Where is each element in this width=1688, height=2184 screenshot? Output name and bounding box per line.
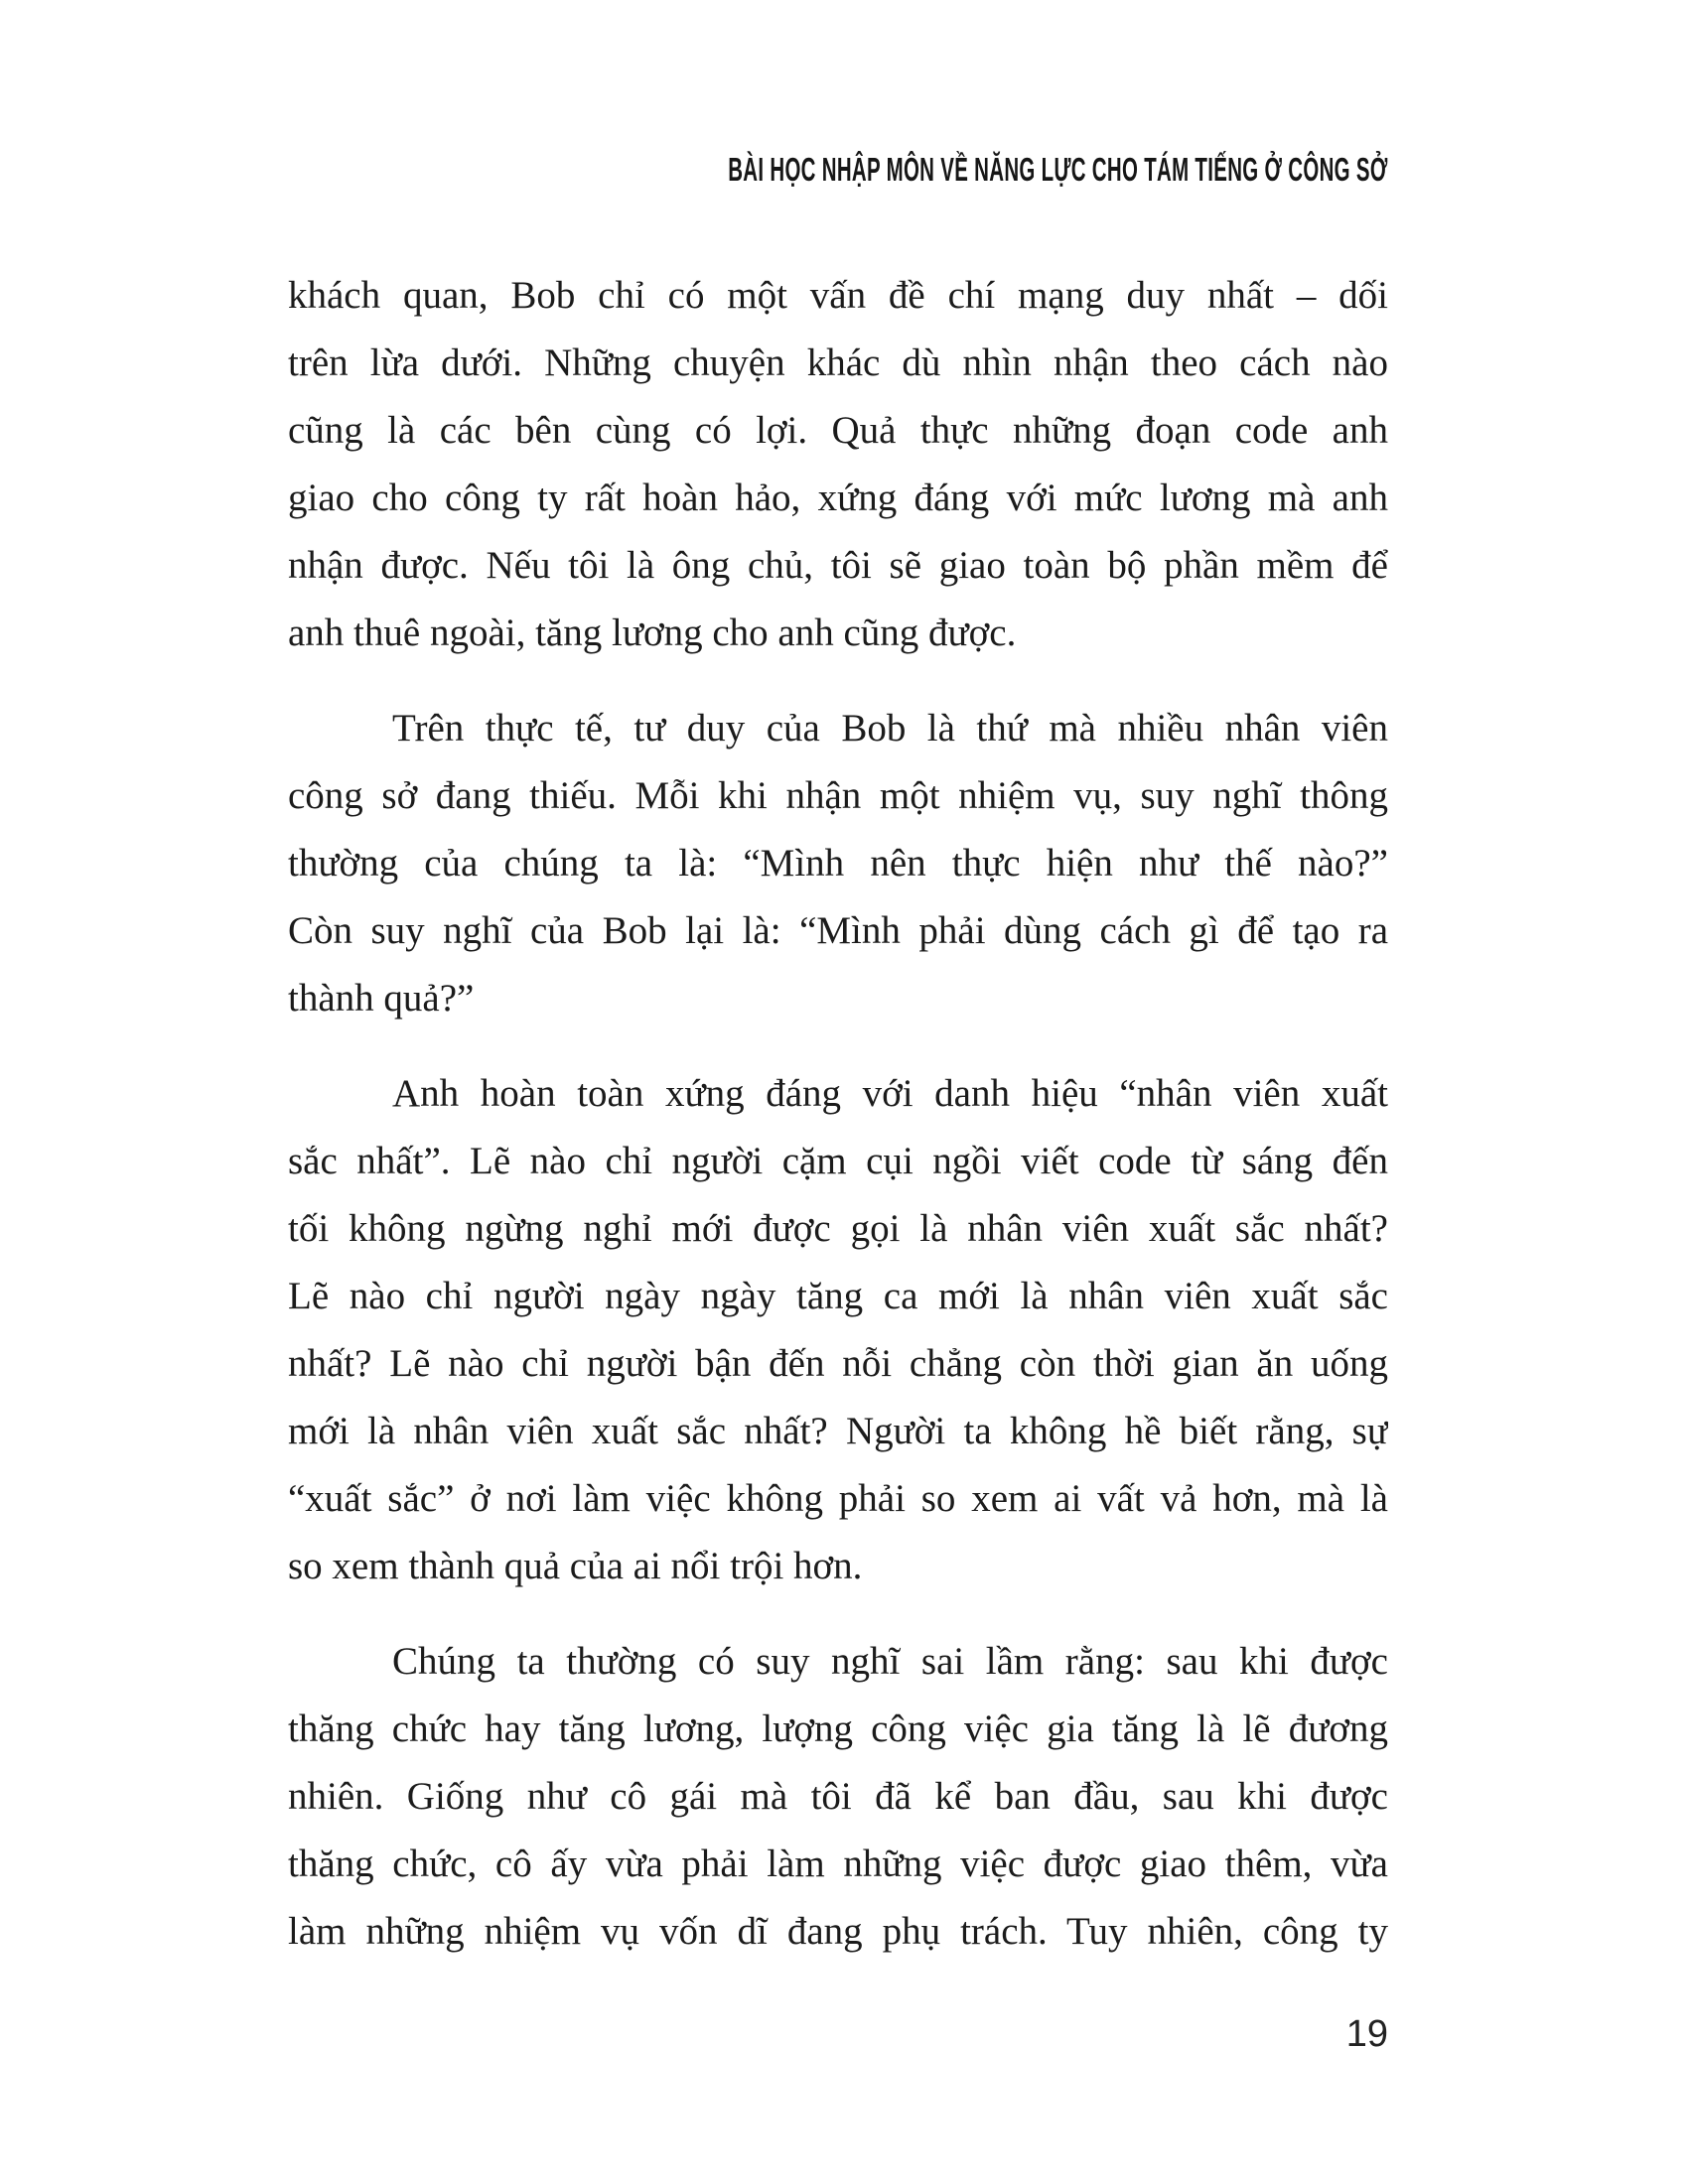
running-header-title: BÀI HỌC NHẬP MÔN VỀ NĂNG LỰC CHO TÁM TIẾNG Ở CÔNG SỞ — [728, 151, 1388, 188]
text-line: “xuất sắc” ở nơi làm việc không phải so xem ai vất vả hơn, mà là — [288, 1477, 1388, 1520]
text-line: Còn suy nghĩ của Bob lại là: “Mình phải dùng cách gì để tạo ra — [288, 909, 1388, 952]
text-line: nhận được. Nếu tôi là ông chủ, tôi sẽ giao toàn bộ phần mềm để — [288, 544, 1388, 587]
text-line: nhất? Lẽ nào chỉ người bận đến nỗi chẳng còn thời gian ăn uống — [288, 1342, 1388, 1385]
text-line: thành quả?” — [288, 977, 475, 1020]
text-line: Lẽ nào chỉ người ngày ngày tăng ca mới là nhân viên xuất sắc — [288, 1275, 1388, 1317]
text-line: tối không ngừng nghỉ mới được gọi là nhân viên xuất sắc nhất? — [288, 1207, 1388, 1250]
paragraph — [288, 1628, 1388, 1966]
text-line: Chúng ta thường có suy nghĩ sai lầm rằng: sau khi được — [392, 1640, 1388, 1683]
text-line: nhiên. Giống như cô gái mà tôi đã kể ban đầu, sau khi được — [288, 1775, 1388, 1818]
text-line: khách quan, Bob chỉ có một vấn đề chí mạng duy nhất – dối — [288, 274, 1388, 317]
text-line: trên lừa dưới. Những chuyện khác dù nhìn nhận theo cách nào — [288, 341, 1388, 384]
text-line: thường của chúng ta là: “Mình nên thực hiện như thế nào?” — [288, 842, 1388, 885]
text-line: thăng chức hay tăng lương, lượng công việc gia tăng là lẽ đương — [288, 1707, 1388, 1750]
paragraph — [288, 695, 1388, 1032]
text-line: thăng chức, cô ấy vừa phải làm những việc được giao thêm, vừa — [288, 1843, 1388, 1885]
page-body — [288, 262, 1388, 1966]
text-line: cũng là các bên cùng có lợi. Quả thực những đoạn code anh — [288, 409, 1388, 452]
text-line: anh thuê ngoài, tăng lương cho anh cũng được. — [288, 612, 1017, 654]
text-line: công sở đang thiếu. Mỗi khi nhận một nhiệm vụ, suy nghĩ thông — [288, 774, 1388, 817]
paragraph — [288, 262, 1388, 667]
text-line: Trên thực tế, tư duy của Bob là thứ mà nhiều nhân viên — [392, 707, 1388, 750]
text-line: làm những nhiệm vụ vốn dĩ đang phụ trách. Tuy nhiên, công ty — [288, 1910, 1388, 1953]
text-line: giao cho công ty rất hoàn hảo, xứng đáng với mức lương mà anh — [288, 477, 1388, 519]
text-line: mới là nhân viên xuất sắc nhất? Người ta không hề biết rằng, sự — [288, 1410, 1388, 1452]
running-header — [324, 151, 1388, 189]
text-line: so xem thành quả của ai nổi trội hơn. — [288, 1545, 863, 1587]
page-number: 19 — [1345, 2013, 1388, 2055]
paragraph — [288, 1060, 1388, 1600]
text-line: Anh hoàn toàn xứng đáng với danh hiệu “nhân viên xuất — [392, 1072, 1388, 1115]
text-line: sắc nhất”. Lẽ nào chỉ người cặm cụi ngồi viết code từ sáng đến — [288, 1140, 1388, 1182]
